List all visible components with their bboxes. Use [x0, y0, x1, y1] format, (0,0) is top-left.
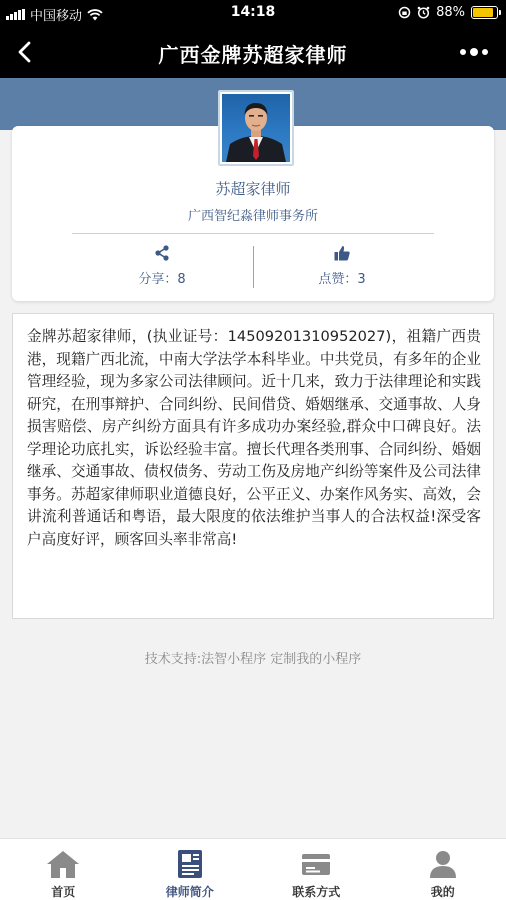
profile-card	[12, 126, 494, 301]
home-icon	[46, 849, 80, 879]
contact-card-icon	[299, 849, 333, 879]
more-menu-icon[interactable]	[456, 40, 492, 64]
like-button[interactable]	[242, 244, 442, 287]
page-title: 广西金牌苏超家律师	[158, 43, 348, 67]
tab-lawyer-profile-label: 律师简介	[165, 885, 214, 899]
law-firm: 广西智纪淼律师事务所	[187, 209, 318, 224]
share-count: 分享：8	[138, 272, 186, 287]
battery-percent: 88%	[436, 5, 465, 20]
lawyer-description: 金牌苏超家律师，(执业证号：14509201310952027)，祖籍广西贵港，现籍广西北流，中南大学法学本科毕业。中共党员，有多年的企业管理经验，现为多家公司法律顾问。近十几来，致力于法律理论和实践研究，在刑事辩护、合同纠纷、民间借贷、婚姻继承、交通事故、人身损害赔偿、房产纠纷方面具有许多成功办案经验,群众中口碑良好。法学理论功底扎实，诉讼经验丰富。擅长代理各类刑事、合同纠纷、婚姻继承、交通事故、债权债务、劳动工伤及房地产纠纷等案件及公司法律事务。苏超家律师职业道德良好，公平正义、办案作风务实、高效，会讲流利普通话和粤语，最大限度的依法维护当事人的合法权益!深受客户高度好评，顾客回头率非常高!	[12, 313, 494, 619]
status-right	[398, 5, 498, 20]
tab-lawyer-profile[interactable]	[127, 839, 254, 900]
user-icon	[426, 849, 460, 879]
battery-level	[473, 8, 493, 17]
lawyer-name: 苏超家律师	[215, 180, 291, 198]
tab-home[interactable]	[0, 839, 127, 900]
tab-me[interactable]	[380, 839, 506, 900]
thumbs-up-icon	[333, 244, 351, 262]
alarm-icon	[417, 6, 430, 19]
divider	[72, 233, 434, 234]
tab-contact-label: 联系方式	[292, 885, 341, 899]
like-count: 点赞：3	[318, 272, 366, 287]
battery-icon	[471, 6, 498, 19]
tab-home-label: 首页	[51, 885, 76, 899]
tab-contact[interactable]	[253, 839, 380, 900]
carrier-label: 中国移动	[30, 9, 83, 24]
share-icon	[153, 244, 171, 262]
status-time: 14:18	[230, 4, 276, 20]
nav-bar	[0, 26, 506, 78]
profile-card-icon	[173, 849, 207, 879]
tab-bar	[0, 838, 506, 900]
tab-me-label: 我的	[430, 885, 455, 899]
share-button[interactable]	[62, 244, 262, 287]
tech-support-link[interactable]: 技术支持:法智小程序 定制我的小程序	[144, 652, 362, 667]
status-bar	[0, 0, 506, 26]
avatar	[218, 90, 294, 166]
orientation-lock-icon	[398, 6, 411, 19]
lawyer-photo	[222, 94, 290, 162]
